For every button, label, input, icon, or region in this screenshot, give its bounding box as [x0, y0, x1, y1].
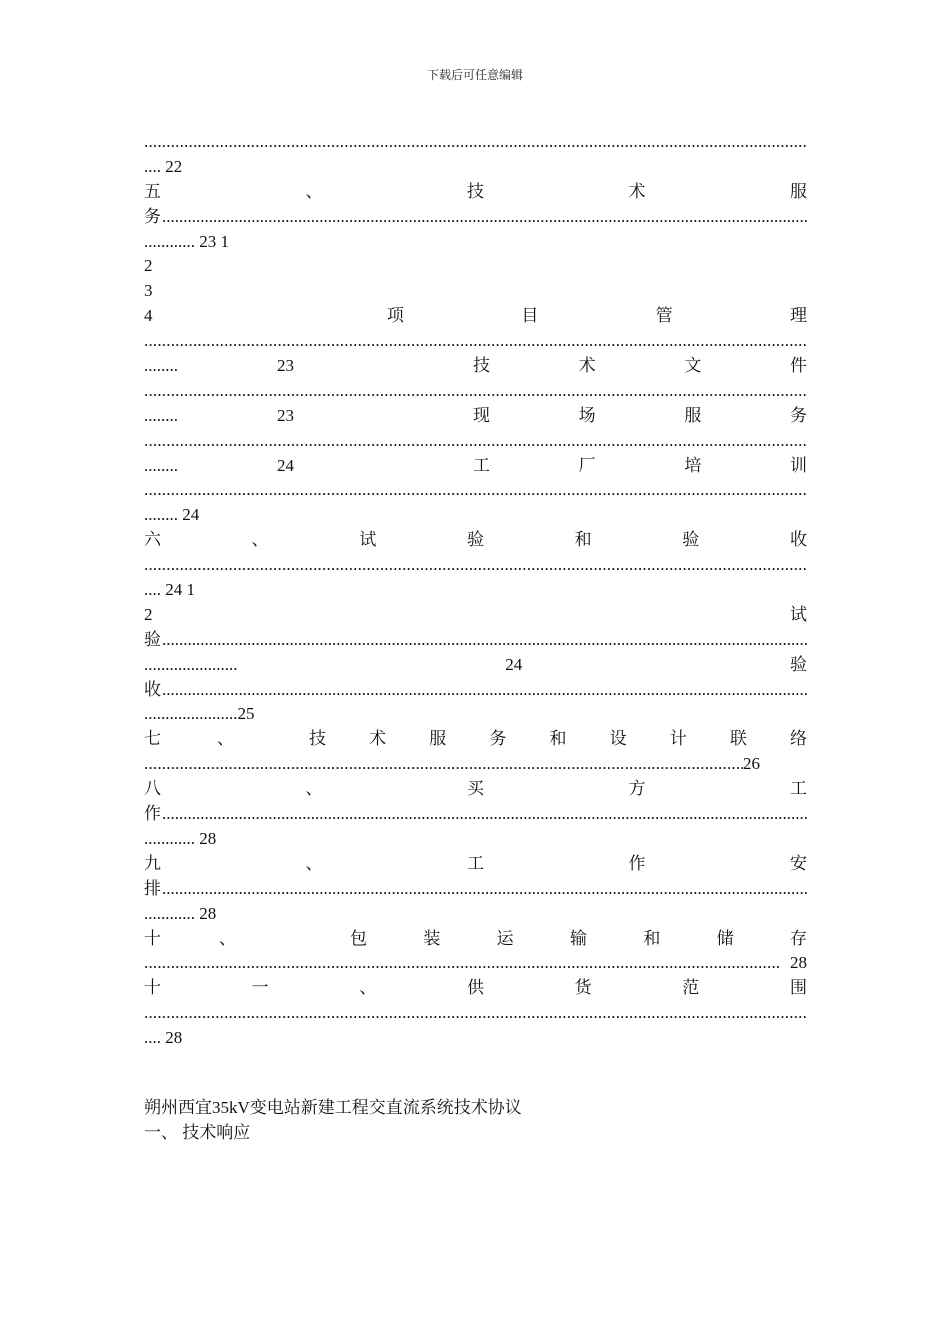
toc-dots-line	[144, 1001, 807, 1026]
toc-dots-line	[144, 379, 807, 404]
toc-dots-line	[144, 130, 807, 155]
toc-entry-factory-training[interactable]: ........ 24 工 厂 培 训	[144, 455, 807, 475]
toc-entry-liu[interactable]: 六 、 试 验 和 验 收	[144, 530, 807, 550]
toc-line: ............ 23 1	[144, 231, 229, 251]
toc-entry-jiu[interactable]: 九 、 工 作 安	[144, 853, 807, 873]
toc-dots-line	[144, 553, 807, 578]
toc-dots-line	[144, 429, 807, 454]
toc-dots-line	[144, 478, 807, 503]
document-title: 朔州西宜35kV变电站新建工程交直流系统技术协议	[144, 1098, 522, 1117]
toc-line: .... 22	[144, 156, 183, 176]
toc-entry-shi[interactable]: 十 、 包 装 运 输 和 储 存	[144, 928, 807, 948]
toc-line: .... 24 1	[144, 580, 195, 600]
table-of-contents	[144, 130, 807, 1051]
toc-line: 务 .....	[144, 205, 807, 230]
toc-line: ............ 28	[144, 828, 217, 848]
toc-line: 2	[144, 256, 153, 276]
toc-line: ..... 28	[144, 951, 807, 976]
toc-line: 3	[144, 281, 153, 301]
toc-dots-line	[144, 329, 807, 354]
toc-line: .... 28	[144, 1028, 183, 1048]
section-heading: 一、 技术响应	[144, 1123, 251, 1142]
toc-entry-site-service[interactable]: ........ 23 现 场 服 务	[144, 405, 807, 425]
toc-line: 收 .....	[144, 678, 807, 703]
toc-entry-project[interactable]: 4 项 目 管 理	[144, 306, 807, 326]
toc-entry-shiyi[interactable]: 十 一 、 供 货 范 围	[144, 978, 807, 998]
toc-entry-acceptance[interactable]: ...................... 24 验	[144, 654, 807, 674]
toc-entry-test[interactable]: 2 试	[144, 604, 807, 624]
toc-line: ......................25	[144, 704, 255, 724]
toc-line: ..... 26	[144, 752, 807, 777]
toc-entry-ba[interactable]: 八 、 买 方 工	[144, 779, 807, 799]
toc-line: 排 .....	[144, 877, 807, 902]
toc-entry-tech-docs[interactable]: ........ 23 技 术 文 件	[144, 356, 807, 376]
toc-line: ............ 28	[144, 903, 217, 923]
toc-entry-wu[interactable]: 五 、 技 术 服	[144, 181, 807, 201]
toc-line: ........ 24	[144, 505, 200, 525]
toc-entry-qi[interactable]: 七 、 技 术 服 务 和 设 计 联 络	[144, 729, 807, 749]
toc-line: 作 .....	[144, 802, 807, 827]
toc-line: 验 .....	[144, 628, 807, 653]
page-header: 下载后可任意编辑	[426, 68, 523, 82]
